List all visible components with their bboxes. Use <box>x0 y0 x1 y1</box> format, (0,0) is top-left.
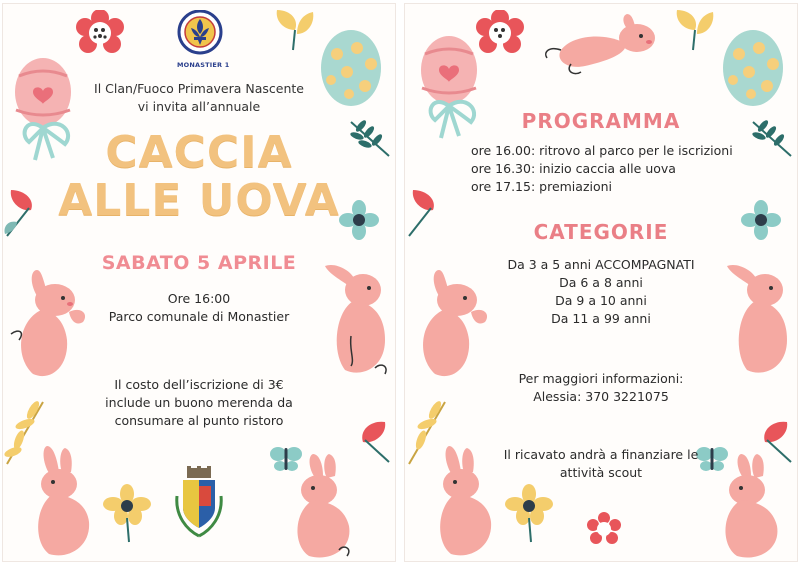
category-item: Da 11 a 99 anni <box>551 311 651 326</box>
cost-info <box>73 376 325 430</box>
yellow-flower-icon <box>103 484 151 544</box>
contact-info <box>405 370 797 406</box>
teal-egg-icon <box>721 24 785 108</box>
cost-line-1: Il costo dell’iscrizione di 3€ <box>114 377 284 392</box>
fund-line-1: Il ricavato andrà a finanziare le <box>503 447 699 462</box>
program-heading: PROGRAMMA <box>521 109 681 133</box>
yellow-leaves-icon <box>271 8 319 52</box>
program-item: ore 16.30: inizio caccia alle uova <box>471 161 676 176</box>
badge-label: MONASTIER 1 <box>177 61 230 69</box>
event-title <box>3 129 395 225</box>
pink-bunny-bottom-right-icon <box>711 450 787 560</box>
category-item: Da 3 a 5 anni ACCOMPAGNATI <box>507 257 695 272</box>
event-place: Parco comunale di Monastier <box>108 309 290 324</box>
flyer-page-right <box>405 4 797 561</box>
contact-phone: Alessia: 370 3221075 <box>533 389 669 404</box>
pink-bunny-bottom-left-icon <box>29 442 101 558</box>
intro-text <box>3 80 395 116</box>
cost-line-3: consumare al punto ristoro <box>114 413 284 428</box>
yellow-leaves-icon <box>671 8 719 52</box>
event-time: Ore 16:00 <box>167 291 231 306</box>
pink-bunny-leaping-icon <box>541 12 661 78</box>
municipal-coat-of-arms-icon <box>173 466 225 542</box>
pink-bunny-bottom-right-icon <box>283 450 359 560</box>
categories-heading: CATEGORIE <box>533 220 669 244</box>
red-flower-small-icon <box>587 512 621 546</box>
fund-line-2: attività scout <box>559 465 643 480</box>
event-title-line-1: CACCIA <box>105 127 293 178</box>
program-item: ore 16.00: ritrovo al parco per le iscrizioni <box>471 143 733 158</box>
event-date: SABATO 5 APRILE <box>101 252 297 274</box>
red-flower-icon <box>75 10 125 56</box>
category-item: Da 9 a 10 anni <box>555 293 647 308</box>
program-item: ore 17.15: premiazioni <box>471 179 613 194</box>
fundraising-note <box>485 446 717 482</box>
flyer-page-left <box>3 4 395 561</box>
yellow-flower-icon <box>505 484 553 544</box>
category-item: Da 6 a 8 anni <box>559 275 643 290</box>
red-flower-icon <box>475 10 525 56</box>
intro-line-2: vi invita all’annuale <box>137 99 261 114</box>
intro-line-1: Il Clan/Fuoco Primavera Nascente <box>94 81 304 96</box>
event-title-line-2: ALLE UOVA <box>58 175 340 226</box>
categories-list <box>405 256 797 328</box>
program-list <box>471 142 733 196</box>
contact-label: Per maggiori informazioni: <box>518 371 684 386</box>
cost-line-2: include un buono merenda da <box>105 395 293 410</box>
scout-badge-logo <box>174 10 226 60</box>
event-time-place <box>3 290 395 326</box>
